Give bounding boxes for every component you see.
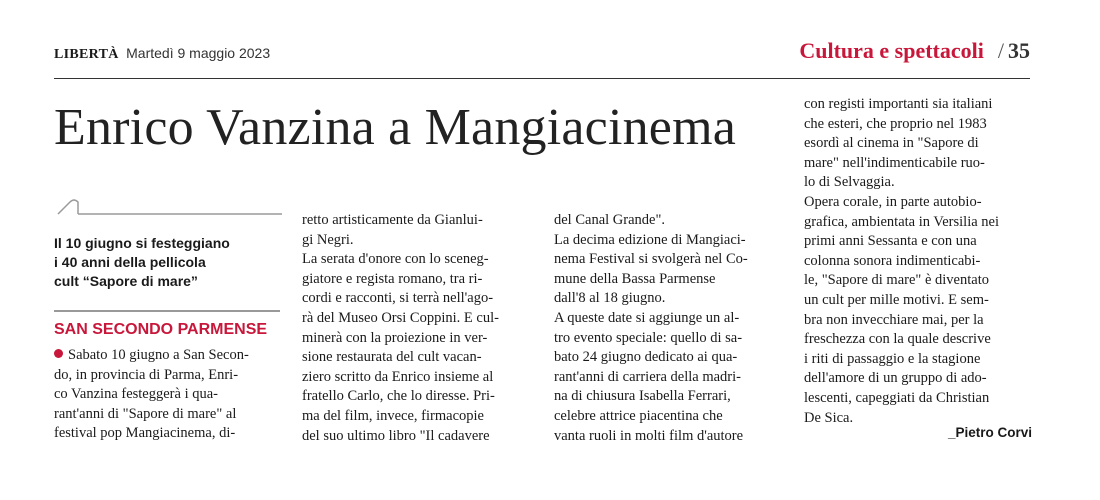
deck-line: cult “Sapore di mare” xyxy=(54,273,198,289)
column-line: i riti di passaggio e la stagione xyxy=(804,350,981,367)
author-byline: _Pietro Corvi xyxy=(947,425,1032,440)
column-line: mune della Bassa Parmense xyxy=(554,270,716,287)
red-dot-icon xyxy=(54,349,63,358)
article-column-4 xyxy=(804,95,1032,428)
issue-date: Martedì 9 maggio 2023 xyxy=(126,45,271,61)
column-line: del suo ultimo libro "Il cadavere xyxy=(302,427,490,444)
column-line: ziero scritto da Enrico insieme al xyxy=(302,368,494,385)
column-line: bato 24 giugno dedicato ai qua- xyxy=(554,349,738,366)
article-column-2 xyxy=(302,211,534,446)
column-line: De Sica. xyxy=(804,409,854,426)
section-title: Cultura e spettacoli xyxy=(799,38,984,63)
column-line: nema Festival si svolgerà nel Co- xyxy=(554,251,748,268)
column-line: fratello Carlo, che lo diresse. Pri- xyxy=(302,388,495,405)
column-line: con registi importanti sia italiani xyxy=(804,96,993,112)
masthead xyxy=(54,45,270,63)
column-line: vanta ruoli in molti film d'autore xyxy=(554,427,744,444)
column-line: gi Negri. xyxy=(302,231,354,248)
article-column-1 xyxy=(54,346,284,444)
deck-line: i 40 anni della pellicola xyxy=(54,254,206,270)
column-line: minerà con la proiezione in ver- xyxy=(302,329,488,346)
column-line: dell'amore di un gruppo di ado- xyxy=(804,370,987,387)
column-line: cordi e racconti, si terrà nell'ago- xyxy=(302,290,494,307)
column-line: na di chiusura Isabella Ferrari, xyxy=(554,388,731,405)
column-line: freschezza con la quale descrive xyxy=(804,331,991,348)
column-line: A queste date si aggiunge un al- xyxy=(554,309,740,326)
column-line: colonna sonora indimenticabi- xyxy=(804,252,981,269)
column-line: festival pop Mangiacinema, di- xyxy=(54,425,236,442)
article-deck xyxy=(54,234,284,291)
header-divider xyxy=(54,78,1030,79)
column-line: La serata d'onore con lo sceneg- xyxy=(302,251,489,268)
column-line: do, in provincia di Parma, Enri- xyxy=(54,366,239,383)
column-line: un cult per mille motivi. E sem- xyxy=(804,291,989,308)
column-line: Opera corale, in parte autobio- xyxy=(804,193,982,210)
column-line: giatore e regista romano, tra ri- xyxy=(302,270,483,287)
column-line: le, "Sapore di mare" è diventato xyxy=(804,272,989,289)
newspaper-name: LIBERTÀ xyxy=(54,47,119,62)
column-line: rà del Museo Orsi Coppini. E cul- xyxy=(302,309,499,326)
column-line: primi anni Sessanta e con una xyxy=(804,233,977,250)
column-line: dall'8 al 18 giugno. xyxy=(554,290,666,307)
column-line: tro evento speciale: quello di sa- xyxy=(554,329,743,346)
section-header xyxy=(799,38,1030,64)
opening-quote-icon xyxy=(56,196,282,216)
column-line: Sabato 10 giugno a San Secon- xyxy=(54,346,284,366)
column-line: celebre attrice piacentina che xyxy=(554,407,723,424)
column-line: che esteri, che proprio nel 1983 xyxy=(804,115,987,132)
sidebar-divider xyxy=(54,310,280,312)
column-line: retto artisticamente da Gianlui- xyxy=(302,212,483,228)
column-line: lo di Selvaggia. xyxy=(804,174,895,191)
section-separator: / xyxy=(997,38,1004,63)
dateline: SAN SECONDO PARMENSE xyxy=(54,321,268,338)
column-line: mare" nell'indimenticabile ruo- xyxy=(804,154,985,171)
deck-line: Il 10 giugno si festeggiano xyxy=(54,235,230,251)
column-line: esordì al cinema in "Sapore di xyxy=(804,135,979,152)
column-line: rant'anni di carriera della madri- xyxy=(554,368,741,385)
article-column-3 xyxy=(554,211,782,446)
column-line: del Canal Grande". xyxy=(554,212,666,228)
column-line: ma del film, invece, firmacopie xyxy=(302,407,484,424)
column-line: co Vanzina festeggerà i qua- xyxy=(54,386,218,403)
column-line: rant'anni di "Sapore di mare" al xyxy=(54,405,237,422)
column-line: sione restaurata del cult vacan- xyxy=(302,349,482,366)
article-headline: Enrico Vanzina a Mangiacinema xyxy=(54,99,737,156)
column-line: lescenti, capeggiati da Christian xyxy=(804,389,990,406)
page-number: 35 xyxy=(1008,38,1030,63)
column-line: La decima edizione di Mangiaci- xyxy=(554,231,746,248)
column-line: bra non invecchiare mai, per la xyxy=(804,311,984,328)
column-line: grafica, ambientata in Versilia nei xyxy=(804,213,999,230)
